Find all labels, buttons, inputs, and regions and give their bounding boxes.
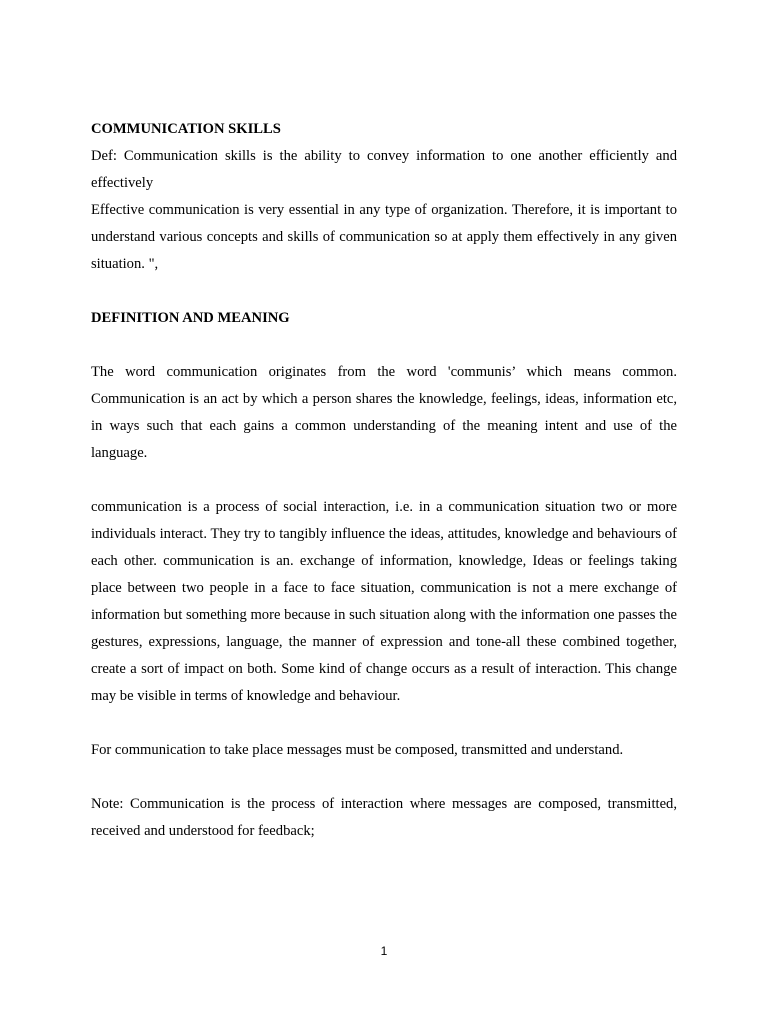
effective-communication-paragraph: Effective communication is very essential in any type of organization. Therefore, it is important to understand various concepts and skills of communication so at apply them effectively in any given situation. ", xyxy=(91,202,677,272)
note-paragraph: Note: Communication is the process of interaction where messages are composed, transmitted, received and understood for feedback; xyxy=(91,796,677,839)
document-body xyxy=(91,116,677,845)
spacer xyxy=(91,467,677,494)
page-number: 1 xyxy=(380,944,388,958)
messages-paragraph: For communication to take place messages must be composed, transmitted and understand. xyxy=(91,742,624,758)
definition-paragraph: Def: Communication skills is the ability to convey information to one another efficiently and effectively xyxy=(91,148,677,191)
heading-communication-skills: COMMUNICATION SKILLS xyxy=(91,121,281,137)
spacer xyxy=(91,764,677,791)
heading-definition-and-meaning: DEFINITION AND MEANING xyxy=(91,310,290,326)
origin-paragraph: The word communication originates from the word 'communis’ which means common. Communication is an act by which a person shares the knowledge, feelings, ideas, information etc, in ways such that each gains a common understanding of the meaning intent and use of the language. xyxy=(91,364,677,461)
spacer xyxy=(91,710,677,737)
spacer xyxy=(91,278,677,305)
spacer xyxy=(91,332,677,359)
social-interaction-paragraph: communication is a process of social interaction, i.e. in a communication situation two or more individuals interact. They try to tangibly influence the ideas, attitudes, knowledge and behaviours of each other. communication is an. exchange of information, knowledge, Ideas or feelings taking place between two people in a face to face situation, communication is not a mere exchange of information but something more because in such situation along with the information one passes the gestures, expressions, language, the manner of expression and tone-all these combined together, create a sort of impact on both. Some kind of change occurs as a result of interaction. This change may be visible in terms of knowledge and behaviour. xyxy=(91,499,677,704)
